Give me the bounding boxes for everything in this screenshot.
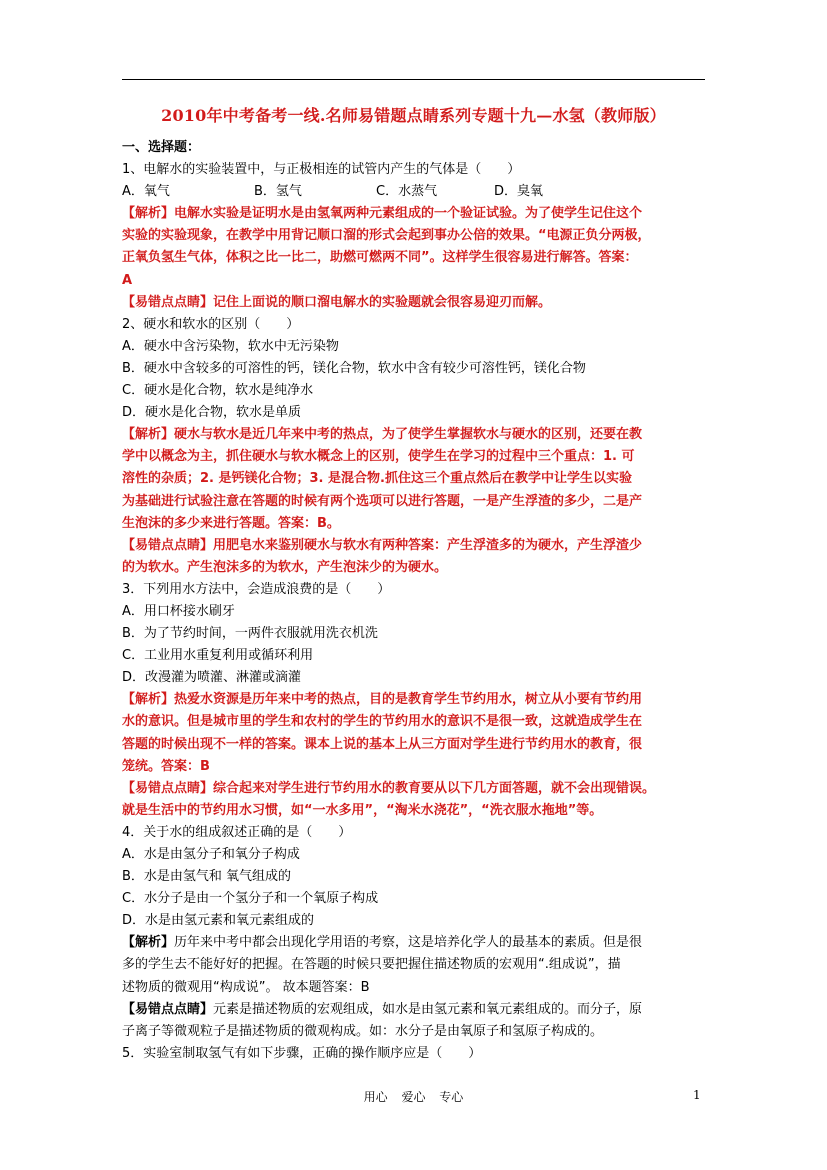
line-text: 元素是描述物质的宏观组成，如水是由氢元素和氧元素组成的。而分子，原	[213, 1001, 643, 1017]
explanation-line	[122, 491, 705, 513]
explanation-line	[122, 778, 705, 800]
line-text: 4．关于水的组成叙述正确的是（ ）	[122, 824, 352, 840]
explanation-tag: 【易错点点睛】	[122, 537, 214, 553]
line-text: B．为了节约时间，一两件衣服就用洗衣机洗	[122, 626, 378, 642]
line-text: 用肥皂水来鉴别硬水与软水有两种答案：产生浮渣多的为硬水，产生浮渣少	[213, 537, 643, 553]
line-text: 生泡沫的多少来进行答题。答案：B。	[122, 515, 340, 531]
line-text: 2、硬水和软水的区别（ ）	[122, 316, 300, 332]
answer-option: A．氧气	[122, 184, 170, 200]
question-line	[122, 159, 705, 181]
explanation-line	[122, 424, 705, 446]
line-text: 热爱水资源是历年来中考的热点，目的是教育学生节约用水，树立从小要有节约用	[174, 692, 643, 708]
line-text: C．硬水是化合物，软水是纯净水	[122, 383, 314, 399]
question-line	[122, 1021, 705, 1043]
question-line	[122, 667, 705, 689]
question-line	[122, 866, 705, 888]
answer-option: C．水蒸气	[376, 184, 438, 200]
line-text: A．硬水中含污染物，软水中无污染物	[122, 338, 339, 354]
line-text: 5．实验室制取氢气有如下步骤，正确的操作顺序应是（ ）	[122, 1045, 482, 1061]
answer-option: D．臭氧	[494, 184, 544, 200]
line-text: 硬水与软水是近几年来中考的热点，为了使学生掌握软水与硬水的区别，还要在教	[174, 427, 643, 443]
question-line	[122, 822, 705, 844]
explanation-line	[122, 270, 705, 292]
question-line	[122, 314, 705, 336]
explanation-tag: 【解析】	[122, 692, 175, 708]
question-line	[122, 579, 705, 601]
explanation-line	[122, 535, 705, 557]
explanation-line	[122, 734, 705, 756]
line-text: C．水分子是由一个氢分子和一个氧原子构成	[122, 891, 379, 907]
question-line	[122, 623, 705, 645]
line-text: 历年来中考中都会出现化学用语的考察，这是培养化学人的最基本的素质。但是很	[174, 935, 643, 951]
question-line	[122, 336, 705, 358]
answer-option: B．氢气	[254, 184, 302, 200]
line-text: 综合起来对学生进行节约用水的教育要从以下几方面答题，就不会出现错误。	[213, 780, 656, 796]
explanation-line	[122, 203, 705, 225]
explanation-line	[122, 711, 705, 733]
line-text: 正氧负氢生气体，体积之比一比二，助燃可燃两不同”。这样学生很容易进行解答。答案：	[122, 250, 638, 266]
line-text: 的为软水。产生泡沫多的为软水，产生泡沫少的为硬水。	[122, 559, 448, 575]
explanation-line	[122, 446, 705, 468]
explanation-line	[122, 513, 705, 535]
line-text: 学中以概念为主，抓住硬水与软水概念上的区别，使学生在学习的过程中三个重点：1. 可	[122, 449, 635, 465]
line-text: 为基础进行试验注意在答题的时候有两个选项可以进行答题，一是产生浮渣的多少，二是产	[122, 493, 643, 509]
explanation-line	[122, 756, 705, 778]
section-heading: 一、选择题：	[122, 140, 201, 155]
question-line	[122, 910, 705, 932]
line-text: D．改漫灌为喷灌、淋灌或滴灌	[122, 670, 302, 686]
explanation-line	[122, 225, 705, 247]
question-line	[122, 402, 705, 424]
line-text: 记住上面说的顺口溜电解水的实验题就会很容易迎刃而解。	[213, 294, 552, 310]
line-text: D．水是由氢元素和氧元素组成的	[122, 913, 315, 929]
line-text: 溶性的杂质；2. 是钙镁化合物；3. 是混合物.抓住这三个重点然后在教学中让学生以实验	[122, 471, 632, 487]
line-text: A．用口杯接水刷牙	[122, 603, 235, 619]
line-text: B．水是由氢气和 氧气组成的	[122, 869, 292, 885]
line-text: 水的意识。但是城市里的学生和农村的学生的节约用水的意识不是很一致，这就造成学生在	[122, 714, 643, 730]
explanation-tag: 【解析】	[122, 206, 175, 222]
line-text: 多的学生去不能好好的把握。在答题的时候只要把握住描述物质的宏观用“.组成说”，描	[122, 957, 621, 973]
header-rule	[122, 79, 705, 80]
line-text: 1、电解水的实验装置中，与正极相连的试管内产生的气体是（ ）	[122, 162, 521, 178]
line-text: 子离子等微观粒子是描述物质的微观构成。如：水分子是由氧原子和氢原子构成的。	[122, 1023, 604, 1039]
explanation-line	[122, 557, 705, 579]
answer-options	[122, 181, 705, 203]
explanation-tag: 【易错点点睛】	[122, 780, 214, 796]
question-line	[122, 888, 705, 910]
question-line	[122, 358, 705, 380]
explanation-tag: 【易错点点睛】	[122, 294, 214, 310]
question-line	[122, 645, 705, 667]
explanation-line	[122, 468, 705, 490]
question-line	[122, 954, 705, 976]
explanation-tag: 【解析】	[122, 427, 175, 443]
explanation-tag: 【解析】	[122, 935, 175, 951]
line-text: B．硬水中含较多的可溶性的钙，镁化合物，软水中含有较少可溶性钙，镁化合物	[122, 360, 586, 376]
line-text: 答题的时候出现不一样的答案。课本上说的基本上从三方面对学生进行节约用水的教育，很	[122, 736, 643, 752]
explanation-line	[122, 247, 705, 269]
line-text: 3．下列用水方法中，会造成浪费的是（ ）	[122, 581, 391, 597]
explanation-line	[122, 932, 705, 954]
footer-motto: 用心 爱心 专心	[363, 1090, 464, 1104]
page-title: 2010年中考备考一线.名师易错题点睛系列专题十九—水氢（教师版）	[161, 106, 666, 125]
question-line	[122, 601, 705, 623]
line-text: 实验的实验现象，在教学中用背记顺口溜的形式会起到事办公倍的效果。“电源正负分两极，	[122, 228, 651, 244]
line-text: 电解水实验是证明水是由氢氧两种元素组成的一个验证试验。为了使学生记住这个	[174, 206, 643, 222]
explanation-line	[122, 999, 705, 1021]
explanation-line	[122, 689, 705, 711]
line-text: A．水是由氢分子和氧分子构成	[122, 847, 300, 862]
line-text: D．硬水是化合物，软水是单质	[122, 405, 302, 421]
line-text: A	[122, 272, 133, 288]
line-text: C．工业用水重复利用或循环利用	[122, 648, 314, 664]
line-text: 笼统。答案：B	[122, 758, 210, 774]
question-line	[122, 1043, 705, 1065]
line-text: 述物质的微观用“构成说”。 故本题答案：B	[122, 979, 370, 995]
page-number: 1	[693, 1088, 701, 1102]
question-line	[122, 380, 705, 402]
question-line	[122, 844, 705, 866]
explanation-tag: 【易错点点睛】	[122, 1001, 214, 1017]
document-body	[122, 137, 705, 1065]
explanation-line	[122, 800, 705, 822]
question-line	[122, 977, 705, 999]
explanation-line	[122, 292, 705, 314]
line-text: 就是生活中的节约用水习惯，如“一水多用”，“淘米水浇花”，“洗衣服水拖地”等。	[122, 802, 603, 818]
